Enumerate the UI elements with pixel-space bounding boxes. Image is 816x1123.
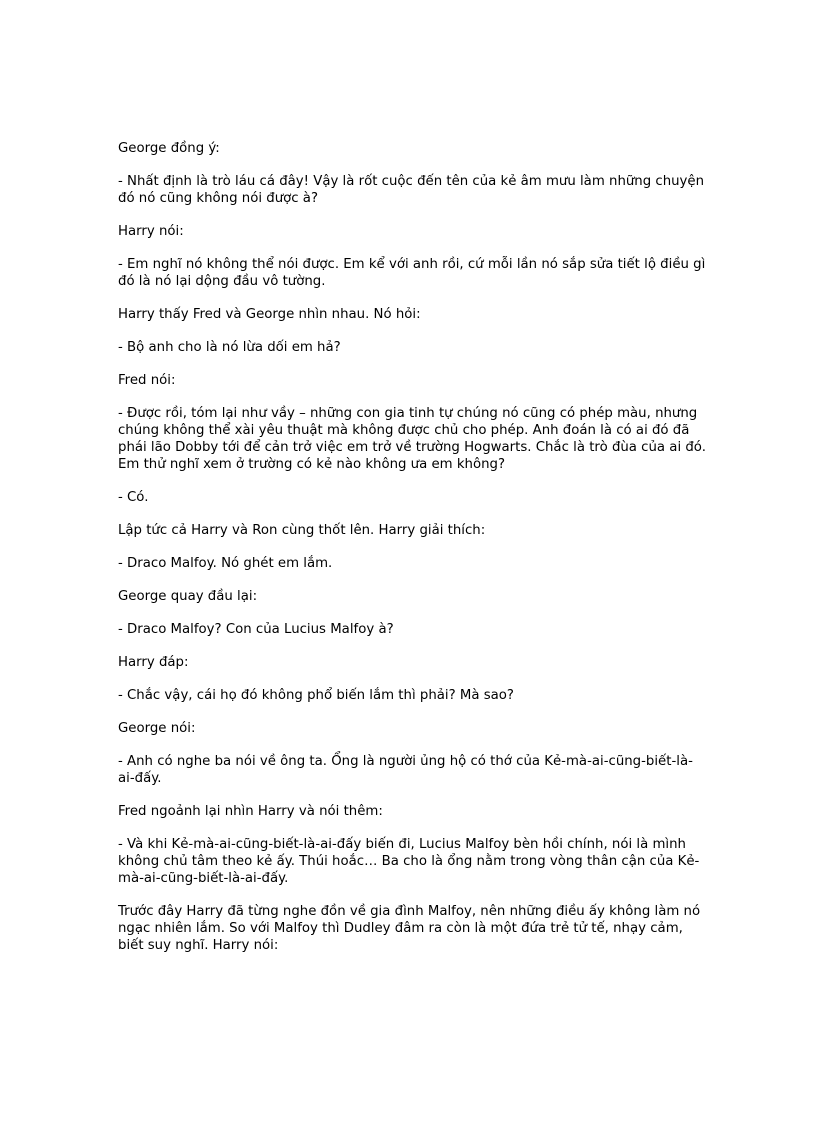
paragraph: - Nhất định là trò láu cá đây! Vậy là rốt cuộc đến tên của kẻ âm mưu làm những chuyện đó nó cũng không nói được à? [118, 174, 705, 206]
paragraph: Trước đây Harry đã từng nghe đồn về gia đình Malfoy, nên những điều ấy không làm nó ngạc nhiên lắm. So với Malfoy thì Dudley đâm ra còn là một đứa trẻ tử tế, nhạy cảm, biết suy nghĩ. Harry nói: [118, 904, 701, 953]
paragraph: Harry thấy Fred và George nhìn nhau. Nó hỏi: [118, 307, 421, 322]
paragraph: Harry nói: [118, 224, 184, 239]
paragraph: Fred ngoảnh lại nhìn Harry và nói thêm: [118, 804, 383, 819]
paragraph: Fred nói: [118, 373, 176, 388]
paragraph: - Bộ anh cho là nó lừa dối em hả? [118, 340, 341, 355]
paragraph: Lập tức cả Harry và Ron cùng thốt lên. Harry giải thích: [118, 523, 486, 538]
paragraph: George đồng ý: [118, 141, 220, 156]
paragraph: - Chắc vậy, cái họ đó không phổ biến lắm thì phải? Mà sao? [118, 688, 514, 703]
paragraph: - Được rồi, tóm lại như vầy – những con gia tinh tự chúng nó cũng có phép màu, nhưng chúng không thể xài yêu thuật mà không được chủ cho phép. Anh đoán là có ai đó đã phái lão Dobby tới để cản trở việc em trở về trường Hogwarts. Chắc là trò đùa của ai đó. Em thử nghĩ xem ở trường có kẻ nào không ưa em không? [118, 406, 706, 472]
paragraph: George nói: [118, 721, 196, 736]
paragraph: - Draco Malfoy. Nó ghét em lắm. [118, 556, 333, 571]
paragraph: - Và khi Kẻ-mà-ai-cũng-biết-là-ai-đấy biến đi, Lucius Malfoy bèn hồi chính, nói là mình không chủ tâm theo kẻ ấy. Thúi hoắc… Ba cho là ổng nằm trong vòng thân cận của Kẻ-mà-ai-cũng-biết-là-ai-đấy. [118, 837, 700, 886]
paragraph: Harry đáp: [118, 655, 189, 670]
paragraph: - Có. [118, 490, 149, 505]
paragraph: - Anh có nghe ba nói về ông ta. Ổng là người ủng hộ có thớ của Kẻ-mà-ai-cũng-biết-là-ai-đấy. [118, 754, 693, 786]
paragraph: - Em nghĩ nó không thể nói được. Em kể với anh rồi, cứ mỗi lần nó sắp sửa tiết lộ điều gì đó là nó lại dộng đầu vô tường. [118, 257, 706, 289]
document-body [118, 140, 708, 970]
paragraph: - Draco Malfoy? Con của Lucius Malfoy à? [118, 622, 394, 637]
paragraph: George quay đầu lại: [118, 589, 258, 604]
